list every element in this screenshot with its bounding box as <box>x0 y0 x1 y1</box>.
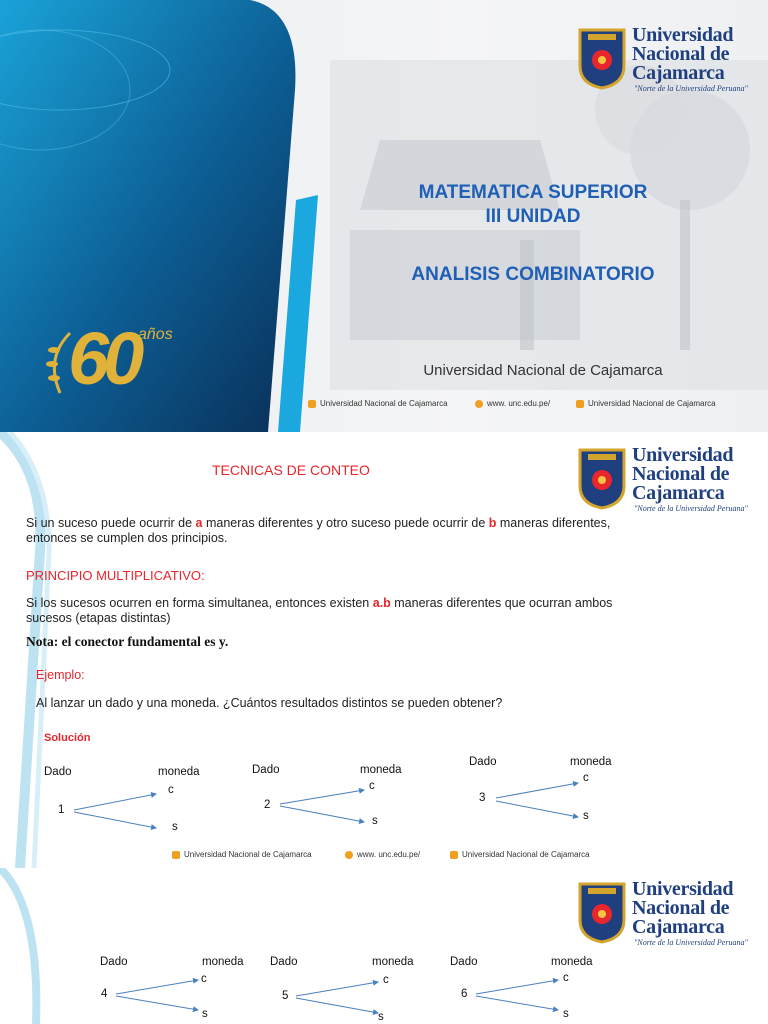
tree-arrows-1-3 <box>0 432 768 868</box>
slide-counting-techniques <box>0 432 768 868</box>
rule-paragraph: Si los sucesos ocurren en forma simultanea, entonces existen a.b maneras diferentes que ocurran ambos sucesos (etapas distintas) <box>26 596 613 625</box>
tree6-dado-label: Dado <box>450 956 478 968</box>
cover-footer-youtube[interactable]: Universidad Nacional de Cajamarca <box>576 399 716 408</box>
cover-footer-web[interactable]: www. unc.edu.pe/ <box>475 399 550 408</box>
youtube-icon <box>576 400 584 408</box>
tree1-moneda-label: moneda <box>158 766 200 778</box>
unit-title: ANALISIS COMBINATORIO <box>411 264 655 285</box>
tree3-die-value: 3 <box>479 792 486 804</box>
university-logo <box>576 26 756 102</box>
anniversary-emblem <box>40 317 200 402</box>
slide-trees-continued <box>0 868 768 1024</box>
note-text: Nota: el conector fundamental es y. <box>26 634 229 649</box>
example-question: Al lanzar un dado y una moneda. ¿Cuántos resultados distintos se pueden obtener? <box>36 696 503 710</box>
tree2-c: c <box>369 780 375 792</box>
principle-heading: PRINCIPIO MULTIPLICATIVO: <box>26 568 205 583</box>
intro-paragraph: Si un suceso puede ocurrir de a maneras diferentes y otro suceso puede ocurrir de b maneras diferentes, entonces se cumplen dos principios. <box>26 516 611 545</box>
university-crest-icon <box>576 26 628 90</box>
globe-icon <box>475 400 483 408</box>
tree2-die-value: 2 <box>264 799 271 811</box>
logo-text: Universidad Nacional de Cajamarca <box>632 444 734 504</box>
logo-text: Universidad Nacional de Cajamarca <box>632 24 734 84</box>
cover-footer-facebook[interactable]: Universidad Nacional de Cajamarca <box>308 399 448 408</box>
tree1-dado-label: Dado <box>44 766 72 778</box>
slide2-footer-web[interactable]: www. unc.edu.pe/ <box>345 850 420 859</box>
tree6-moneda-label: moneda <box>551 956 593 968</box>
tree3-dado-label: Dado <box>469 756 497 768</box>
tree4-dado-label: Dado <box>100 956 128 968</box>
tree5-die-value: 5 <box>282 990 289 1002</box>
facebook-icon <box>308 400 316 408</box>
tree-arrows-4-6 <box>0 868 768 1024</box>
tree3-moneda-label: moneda <box>570 756 612 768</box>
slide-heading: TECNICAS DE CONTEO <box>212 462 370 478</box>
tree4-moneda-label: moneda <box>202 956 244 968</box>
slide2-footer-youtube[interactable]: Universidad Nacional de Cajamarca <box>450 850 590 859</box>
facebook-icon <box>172 851 180 859</box>
tree6-die-value: 6 <box>461 988 468 1000</box>
example-label: Ejemplo: <box>36 668 85 682</box>
tree5-dado-label: Dado <box>270 956 298 968</box>
tree1-die-value: 1 <box>58 804 65 816</box>
tree3-c: c <box>583 772 589 784</box>
slide-cover <box>0 0 768 432</box>
slide2-footer-facebook[interactable]: Universidad Nacional de Cajamarca <box>172 850 312 859</box>
tree6-c: c <box>563 972 569 984</box>
tree2-s: s <box>372 815 378 827</box>
logo-motto: "Norte de la Universidad Peruana" <box>634 84 748 93</box>
logo-motto: "Norte de la Universidad Peruana" <box>634 938 748 947</box>
tree2-dado-label: Dado <box>252 764 280 776</box>
tree6-s: s <box>563 1008 569 1020</box>
logo-motto: "Norte de la Universidad Peruana" <box>634 504 748 513</box>
tree5-c: c <box>383 974 389 986</box>
youtube-icon <box>450 851 458 859</box>
cover-subtitle: Universidad Nacional de Cajamarca <box>423 362 663 379</box>
tree4-c: c <box>201 973 207 985</box>
logo-text: Universidad Nacional de Cajamarca <box>632 878 734 938</box>
anniversary-word: años <box>138 326 173 343</box>
anniversary-number: 60 <box>68 317 139 400</box>
tree1-c: c <box>168 784 174 796</box>
tree5-moneda-label: moneda <box>372 956 414 968</box>
tree3-s: s <box>583 810 589 822</box>
course-title: MATEMATICA SUPERIOR III UNIDAD <box>418 182 648 227</box>
solution-label: Solución <box>44 732 91 744</box>
tree5-s: s <box>378 1011 384 1023</box>
tree4-die-value: 4 <box>101 988 108 1000</box>
tree1-s: s <box>172 821 178 833</box>
tree2-moneda-label: moneda <box>360 764 402 776</box>
globe-icon <box>345 851 353 859</box>
tree4-s: s <box>202 1008 208 1020</box>
